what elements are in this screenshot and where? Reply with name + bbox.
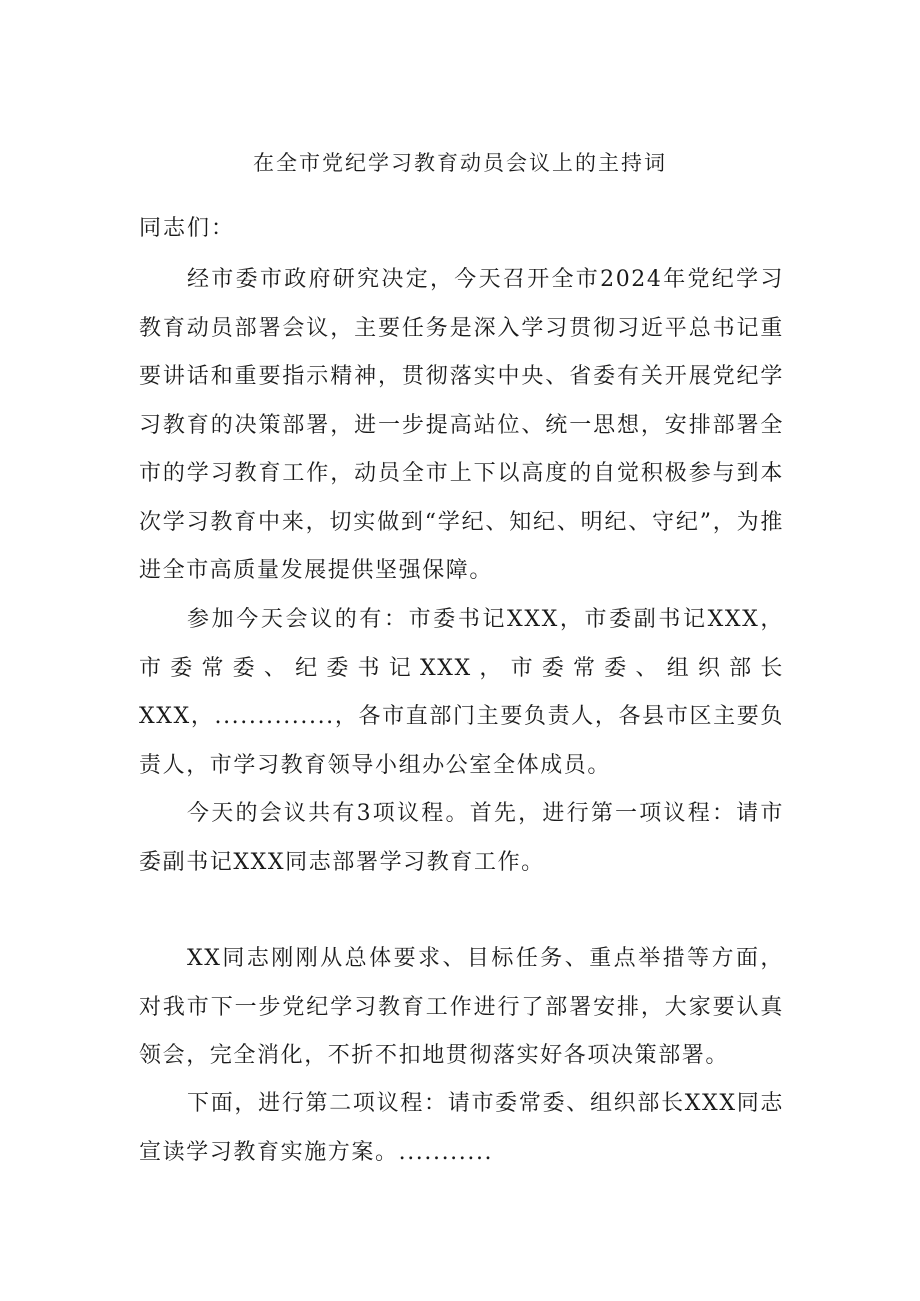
paragraph-summary: XX同志刚刚从总体要求、目标任务、重点举措等方面，对我市下一步党纪学习教育工作进行了部署安排，大家要认真领会，完全消化，不折不扣地贯彻落实好各项决策部署。 [139,946,784,1068]
paragraph-opening: 经市委市政府研究决定，今天召开全市2024年党纪学习教育动员部署会议，主要任务是深入学习贯彻习近平总书记重要讲话和重要指示精神，贯彻落实中央、省委有关开展党纪学习教育的决策部署，进一步提高站位、统一思想，安排部署全市的学习教育工作，动员全市上下以高度的自觉积极参与到本次学习教育中来，切实做到“学纪、知纪、明纪、守纪”，为推进全市高质量发展提供坚强保障。 [139,267,784,583]
document-title: 在全市党纪学习教育动员会议上的主持词 [253,151,667,175]
paragraph-agenda-first: 今天的会议共有3项议程。首先，进行第一项议程：请市委副书记XXX同志部署学习教育工作。 [139,801,784,875]
paragraph-agenda-second: 下面，进行第二项议程：请市委常委、组织部长XXX同志宣读学习教育实施方案。........... [139,1091,784,1165]
paragraph-attendees: 参加今天会议的有：市委书记XXX，市委副书记XXX，市委常委、纪委书记XXX，市委常委、组织部长XXX，..............，各市直部门主要负责人，各县市区主要负责人，市学习教育领导小组办公室全体成员。 [139,607,784,778]
salutation: 同志们： [139,216,236,241]
